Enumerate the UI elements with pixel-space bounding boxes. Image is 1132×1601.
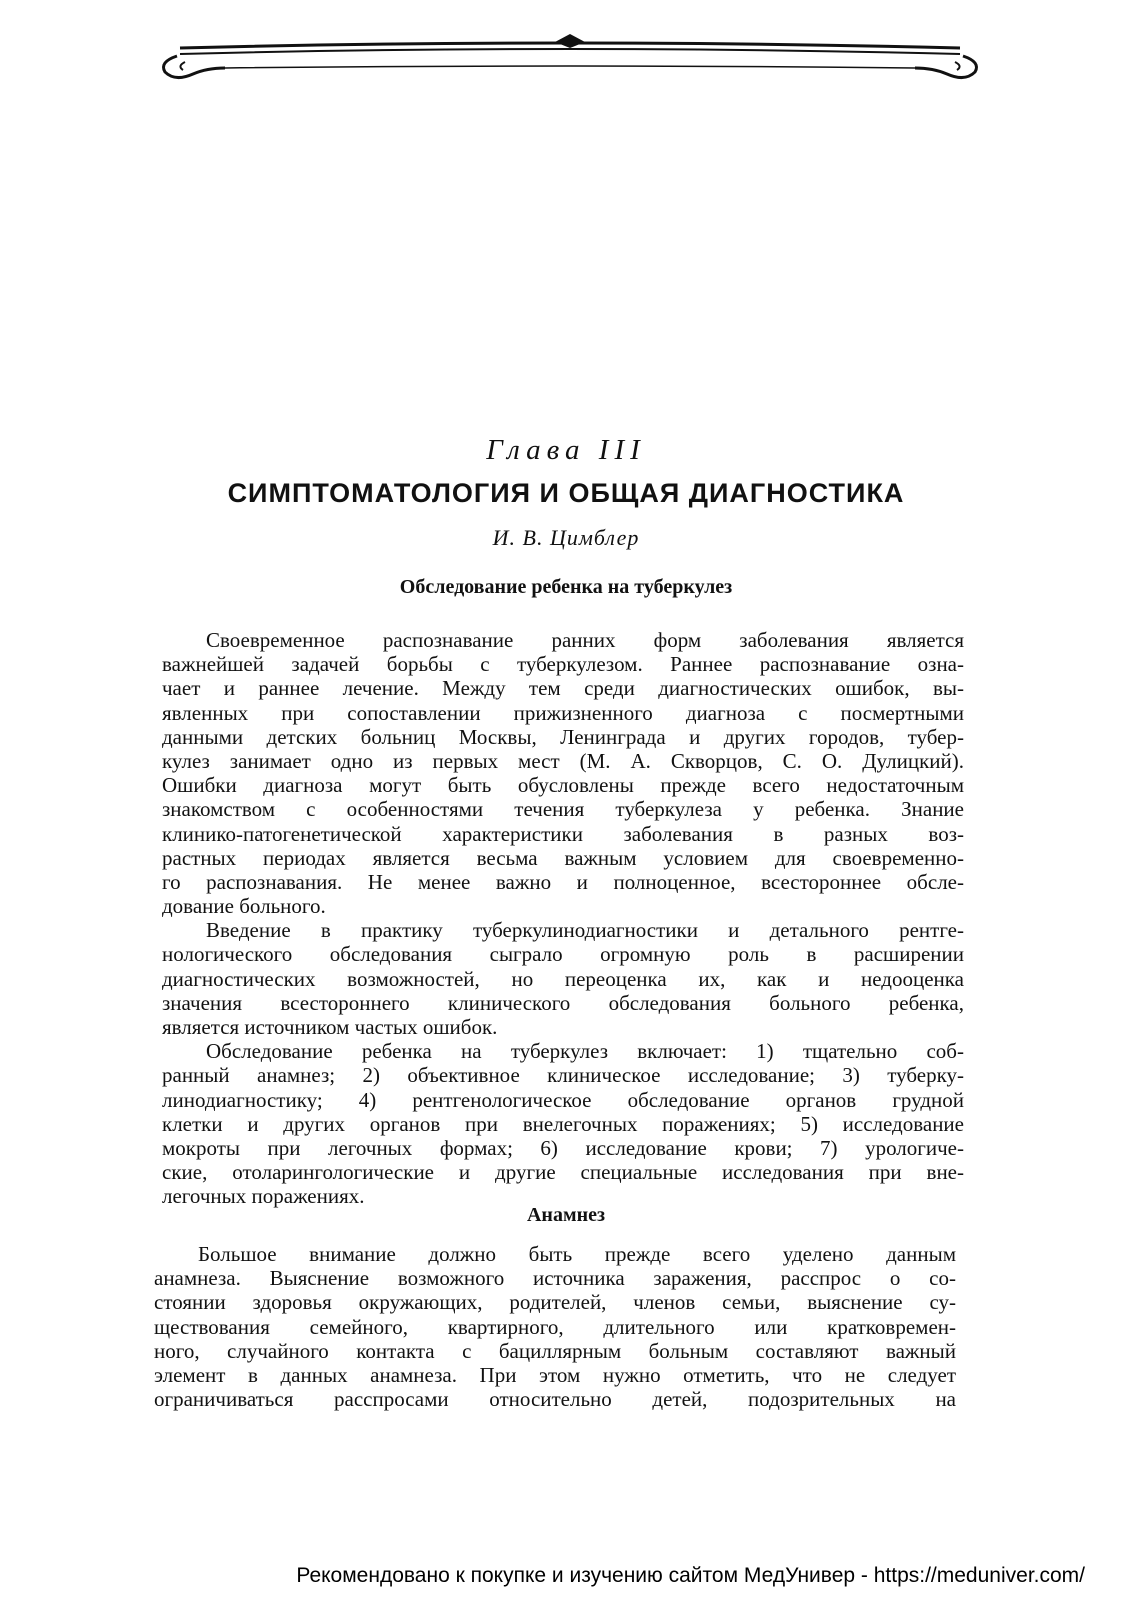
- text-line: чает и раннее лечение. Между тем среди диагностических ошибок, вы-: [162, 676, 964, 701]
- text-line: явленных при сопоставлении прижизненного диагноза с посмертными: [162, 700, 964, 725]
- text-line: легочных поражениях.: [162, 1184, 365, 1209]
- text-line: данными детских больниц Москвы, Ленинграда и других городов, тубер-: [162, 724, 964, 749]
- text-line: дование больного.: [162, 894, 326, 919]
- text-line: диагностических возможностей, но переоценка их, как и недооценка: [162, 966, 964, 991]
- text-line: линодиагностику; 4) рентгенологическое обследование органов грудной: [162, 1087, 964, 1112]
- text-line: является источником частых ошибок.: [162, 1015, 498, 1039]
- text-line: значения всестороннего клинического обследования больного ребенка,: [162, 990, 964, 1015]
- text-line: клетки и других органов при внелегочных поражениях; 5) исследование: [162, 1111, 964, 1136]
- text-line: знакомством с особенностями течения туберкулеза у ребенка. Знание: [162, 797, 964, 822]
- chapter-label: Глава III: [486, 434, 646, 466]
- text-line: важнейшей задачей борьбы с туберкулезом. Раннее распознавание озна-: [162, 652, 964, 677]
- text-line: Большое внимание должно быть прежде всего уделено данным: [198, 1242, 956, 1266]
- text-line: ществования семейного, квартирного, длительного или кратковремен-: [154, 1314, 956, 1339]
- text-line: Своевременное распознавание ранних форм заболевания является: [206, 628, 964, 652]
- paragraph-1: [162, 628, 964, 1209]
- text-line: Ошибки диагноза могут быть обусловлены прежде всего недостаточным: [162, 773, 964, 798]
- text-line: нологического обследования сыграло огромную роль в расширении: [162, 942, 964, 967]
- text-line: го распознавания. Не менее важно и полноценное, всестороннее обсле-: [162, 869, 964, 894]
- header-ornament: [155, 34, 985, 86]
- text-line: клинико-патогенетической характеристики заболевания в разных воз-: [162, 821, 964, 846]
- text-line: растных периодах является весьма важным условием для своевременно-: [162, 845, 964, 870]
- text-line: Обследование ребенка на туберкулез включает: 1) тщательно соб-: [206, 1039, 964, 1064]
- section-title-examination: Обследование ребенка на туберкулез: [399, 576, 733, 598]
- chapter-title: СИМПТОМАТОЛОГИЯ И ОБЩАЯ ДИАГНОСТИКА: [227, 478, 905, 508]
- footer-link[interactable]: Рекомендовано к покупке и изучению сайтом МедУнивер - https://meduniver.com/: [296, 1564, 1085, 1587]
- text-line: кулез занимает одно из первых мест (М. А. Скворцов, С. О. Дулицкий).: [162, 748, 964, 773]
- section-title-anamnesis: Анамнез: [526, 1204, 606, 1226]
- paragraph-4: [154, 1242, 956, 1411]
- text-line: ские, отоларингологические и другие специальные исследования при вне-: [162, 1160, 964, 1185]
- text-line: анамнеза. Выяснение возможного источника заражения, расспрос о со-: [154, 1266, 956, 1291]
- text-line: мокроты при легочных формах; 6) исследование крови; 7) урологиче-: [162, 1135, 964, 1160]
- text-line: Введение в практику туберкулинодиагностики и детального рентге-: [206, 918, 964, 943]
- text-line: ного, случайного контакта с бациллярным больным составляют важный: [154, 1338, 956, 1363]
- text-line: ограничиваться расспросами относительно детей, подозрительных на: [154, 1387, 956, 1412]
- text-line: стоянии здоровья окружающих, родителей, членов семьи, выяснение су-: [154, 1290, 956, 1315]
- text-line: ранный анамнез; 2) объективное клиническое исследование; 3) туберку-: [162, 1063, 964, 1088]
- author: И. В. Цимблер: [492, 525, 640, 550]
- text-line: элемент в данных анамнеза. При этом нужно отметить, что не следует: [154, 1362, 956, 1387]
